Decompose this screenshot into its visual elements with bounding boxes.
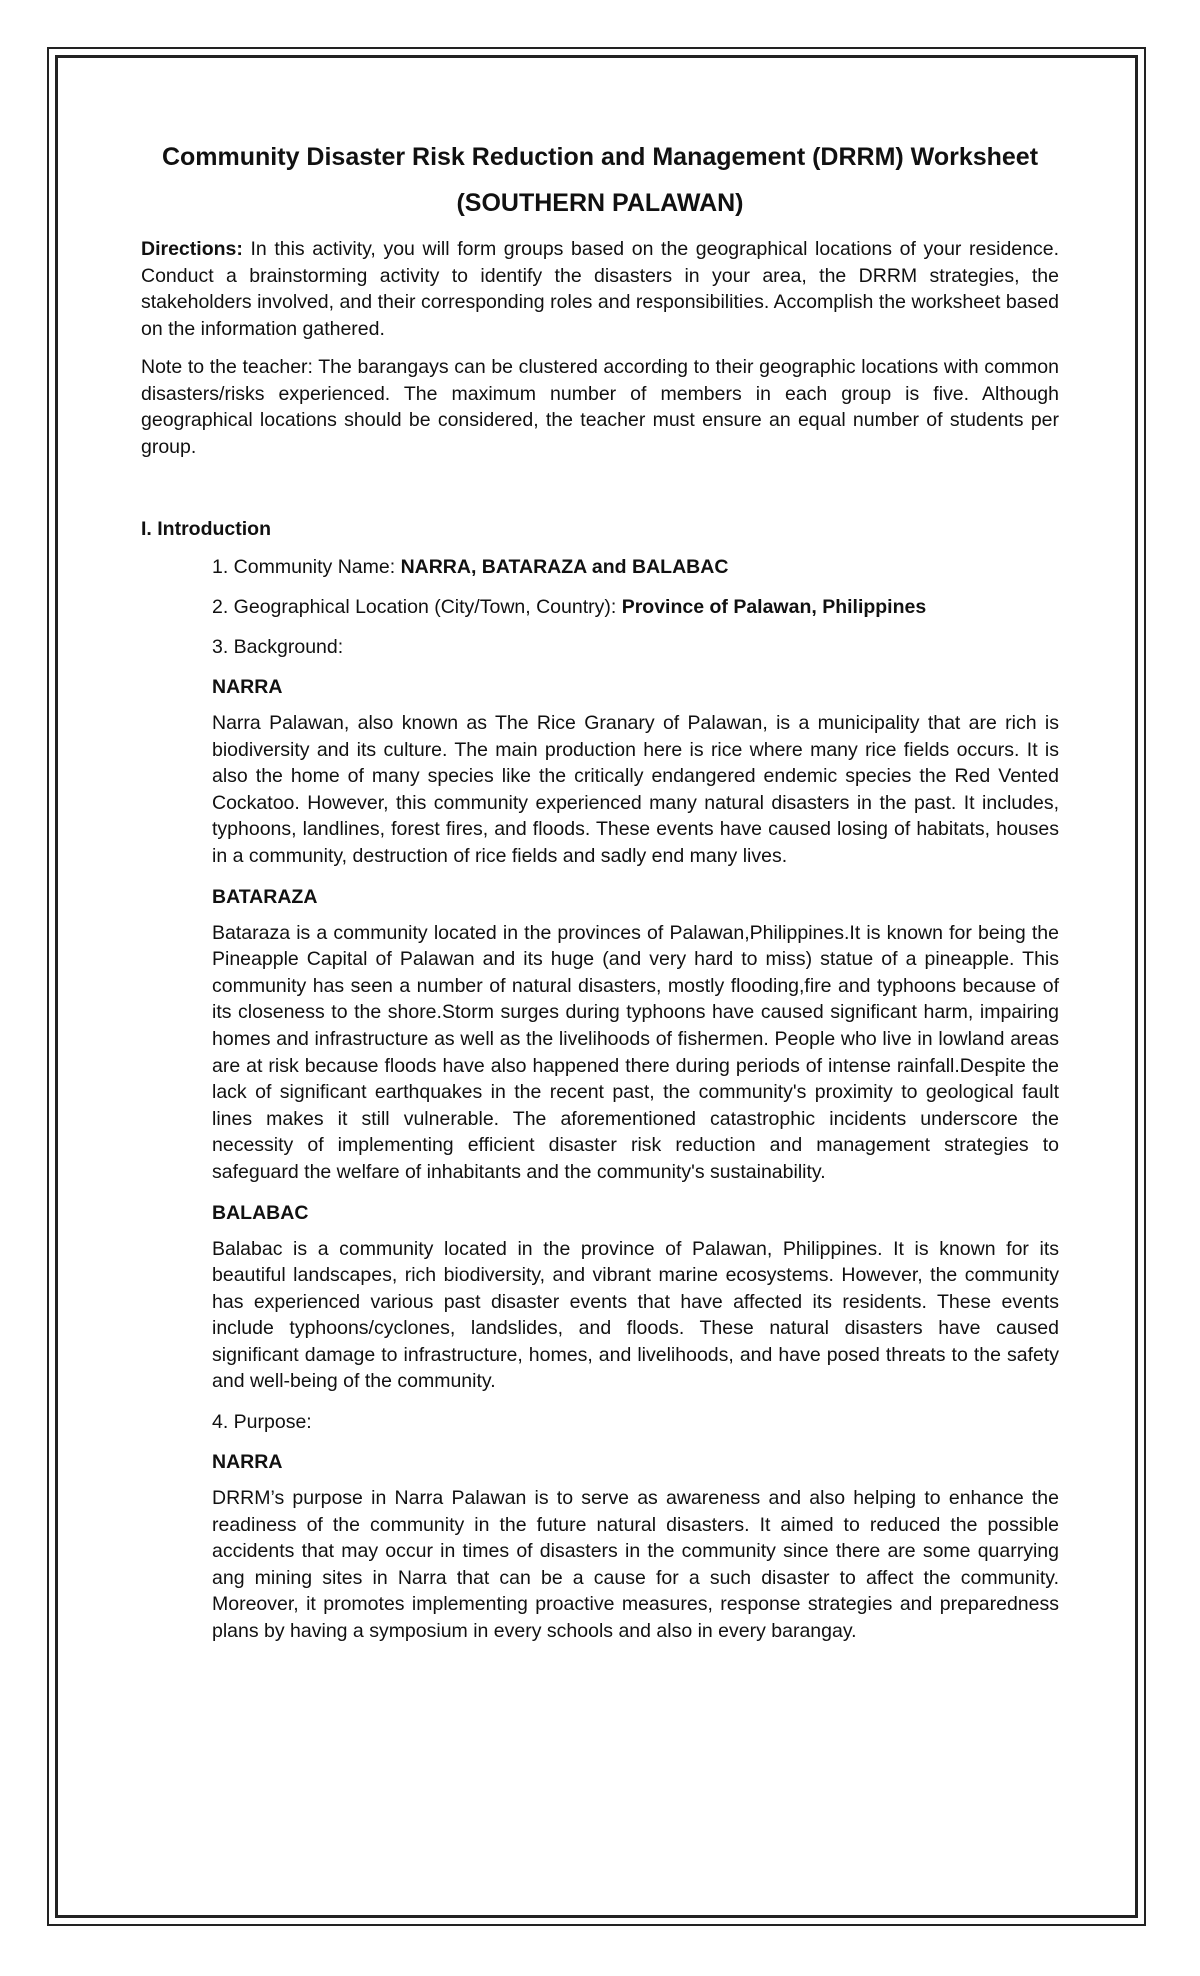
introduction-heading: I. Introduction	[141, 518, 271, 540]
community-name-value: NARRA, BATARAZA and BALABAC	[400, 556, 729, 578]
directions-text: In this activity, you will form groups based on the geographical locations of your residence. Conduct a brainstorming activity to identify the disasters in your area, the DRRM strategies, the stakeholders involved, and their corresponding roles and responsibilities. Accomplish the worksheet based on the information gathered.	[141, 238, 1059, 340]
worksheet-content	[141, 140, 1059, 1645]
geographical-location-label: 2. Geographical Location (City/Town, Country):	[212, 596, 622, 618]
worksheet-subtitle: (SOUTHERN PALAWAN)	[456, 189, 744, 217]
background-balabac-text: Balabac is a community located in the province of Palawan, Philippines. It is known for its beautiful landscapes, rich biodiversity, and vibrant marine ecosystems. However, the community has experienced various past disaster events that have affected its residents. These events include typhoons/cyclones, landslides, and floods. These natural disasters have caused significant damage to infrastructure, homes, and livelihoods, and have posed threats to the safety and well-being of the community.	[212, 1237, 1059, 1393]
community-name-item	[212, 554, 1059, 580]
community-name-label: 1. Community Name:	[212, 556, 401, 578]
purpose-narra-text: DRRM’s purpose in Narra Palawan is to serve as awareness and also helping to enhance the readiness of the community in the future natural disasters. It aimed to reduced the possible accidents that may occur in times of disasters in the community since there are some quarrying ang mining sites in Narra that can be a cause for a such disaster to affect the community. Moreover, it promotes implementing proactive measures, response strategies and preparedness plans by having a symposium in every schools and also in every barangay.	[212, 1487, 1059, 1643]
directions-label: Directions:	[141, 238, 243, 260]
purpose-narra-heading: NARRA	[212, 1451, 283, 1474]
worksheet-title: Community Disaster Risk Reduction and Management (DRRM) Worksheet	[161, 143, 1039, 171]
background-label: 3. Background:	[212, 636, 344, 658]
background-balabac-heading: BALABAC	[212, 1201, 309, 1224]
background-bataraza-text: Bataraza is a community located in the provinces of Palawan,Philippines.It is known for being the Pineapple Capital of Palawan and its huge (and very hard to miss) statue of a pineapple. This community has seen a number of natural disasters, mostly flooding,fire and typhoons because of its closeness to the shore.Storm surges during typhoons have caused significant harm, impairing homes and infrastructure as well as the livelihoods of fishermen. People who live in lowland areas are at risk because floods have also happened there during periods of intense rainfall.Despite the lack of significant earthquakes in the recent past, the community's proximity to geological fault lines makes it still vulnerable. The aforementioned catastrophic incidents underscore the necessity of implementing efficient disaster risk reduction and management strategies to safeguard the welfare of inhabitants and the community's sustainability.	[212, 921, 1059, 1183]
introduction-body	[141, 554, 1059, 1645]
background-narra-heading: NARRA	[212, 676, 283, 698]
teacher-note: Note to the teacher: The barangays can be clustered according to their geographic locations with common disasters/risks experienced. The maximum number of members in each group is five. Although geographical locations should be considered, the teacher must ensure an equal number of students per group.	[141, 356, 1059, 458]
directions-paragraph	[141, 236, 1059, 342]
geographical-location-item	[212, 594, 1059, 620]
background-narra-text: Narra Palawan, also known as The Rice Granary of Palawan, is a municipality that are rich is biodiversity and its culture. The main production here is rice where many rice fields occurs. It is also the home of many species like the critically endangered endemic species the Red Vented Cockatoo. However, this community experienced many natural disasters in the past. It includes, typhoons, landlines, forest fires, and floods. These events have caused losing of habitats, houses in a community, destruction of rice fields and sadly end many lives.	[212, 712, 1059, 867]
background-bataraza-heading: BATARAZA	[212, 885, 318, 908]
purpose-label: 4. Purpose:	[212, 1411, 312, 1434]
geographical-location-value: Province of Palawan, Philippines	[621, 596, 927, 618]
